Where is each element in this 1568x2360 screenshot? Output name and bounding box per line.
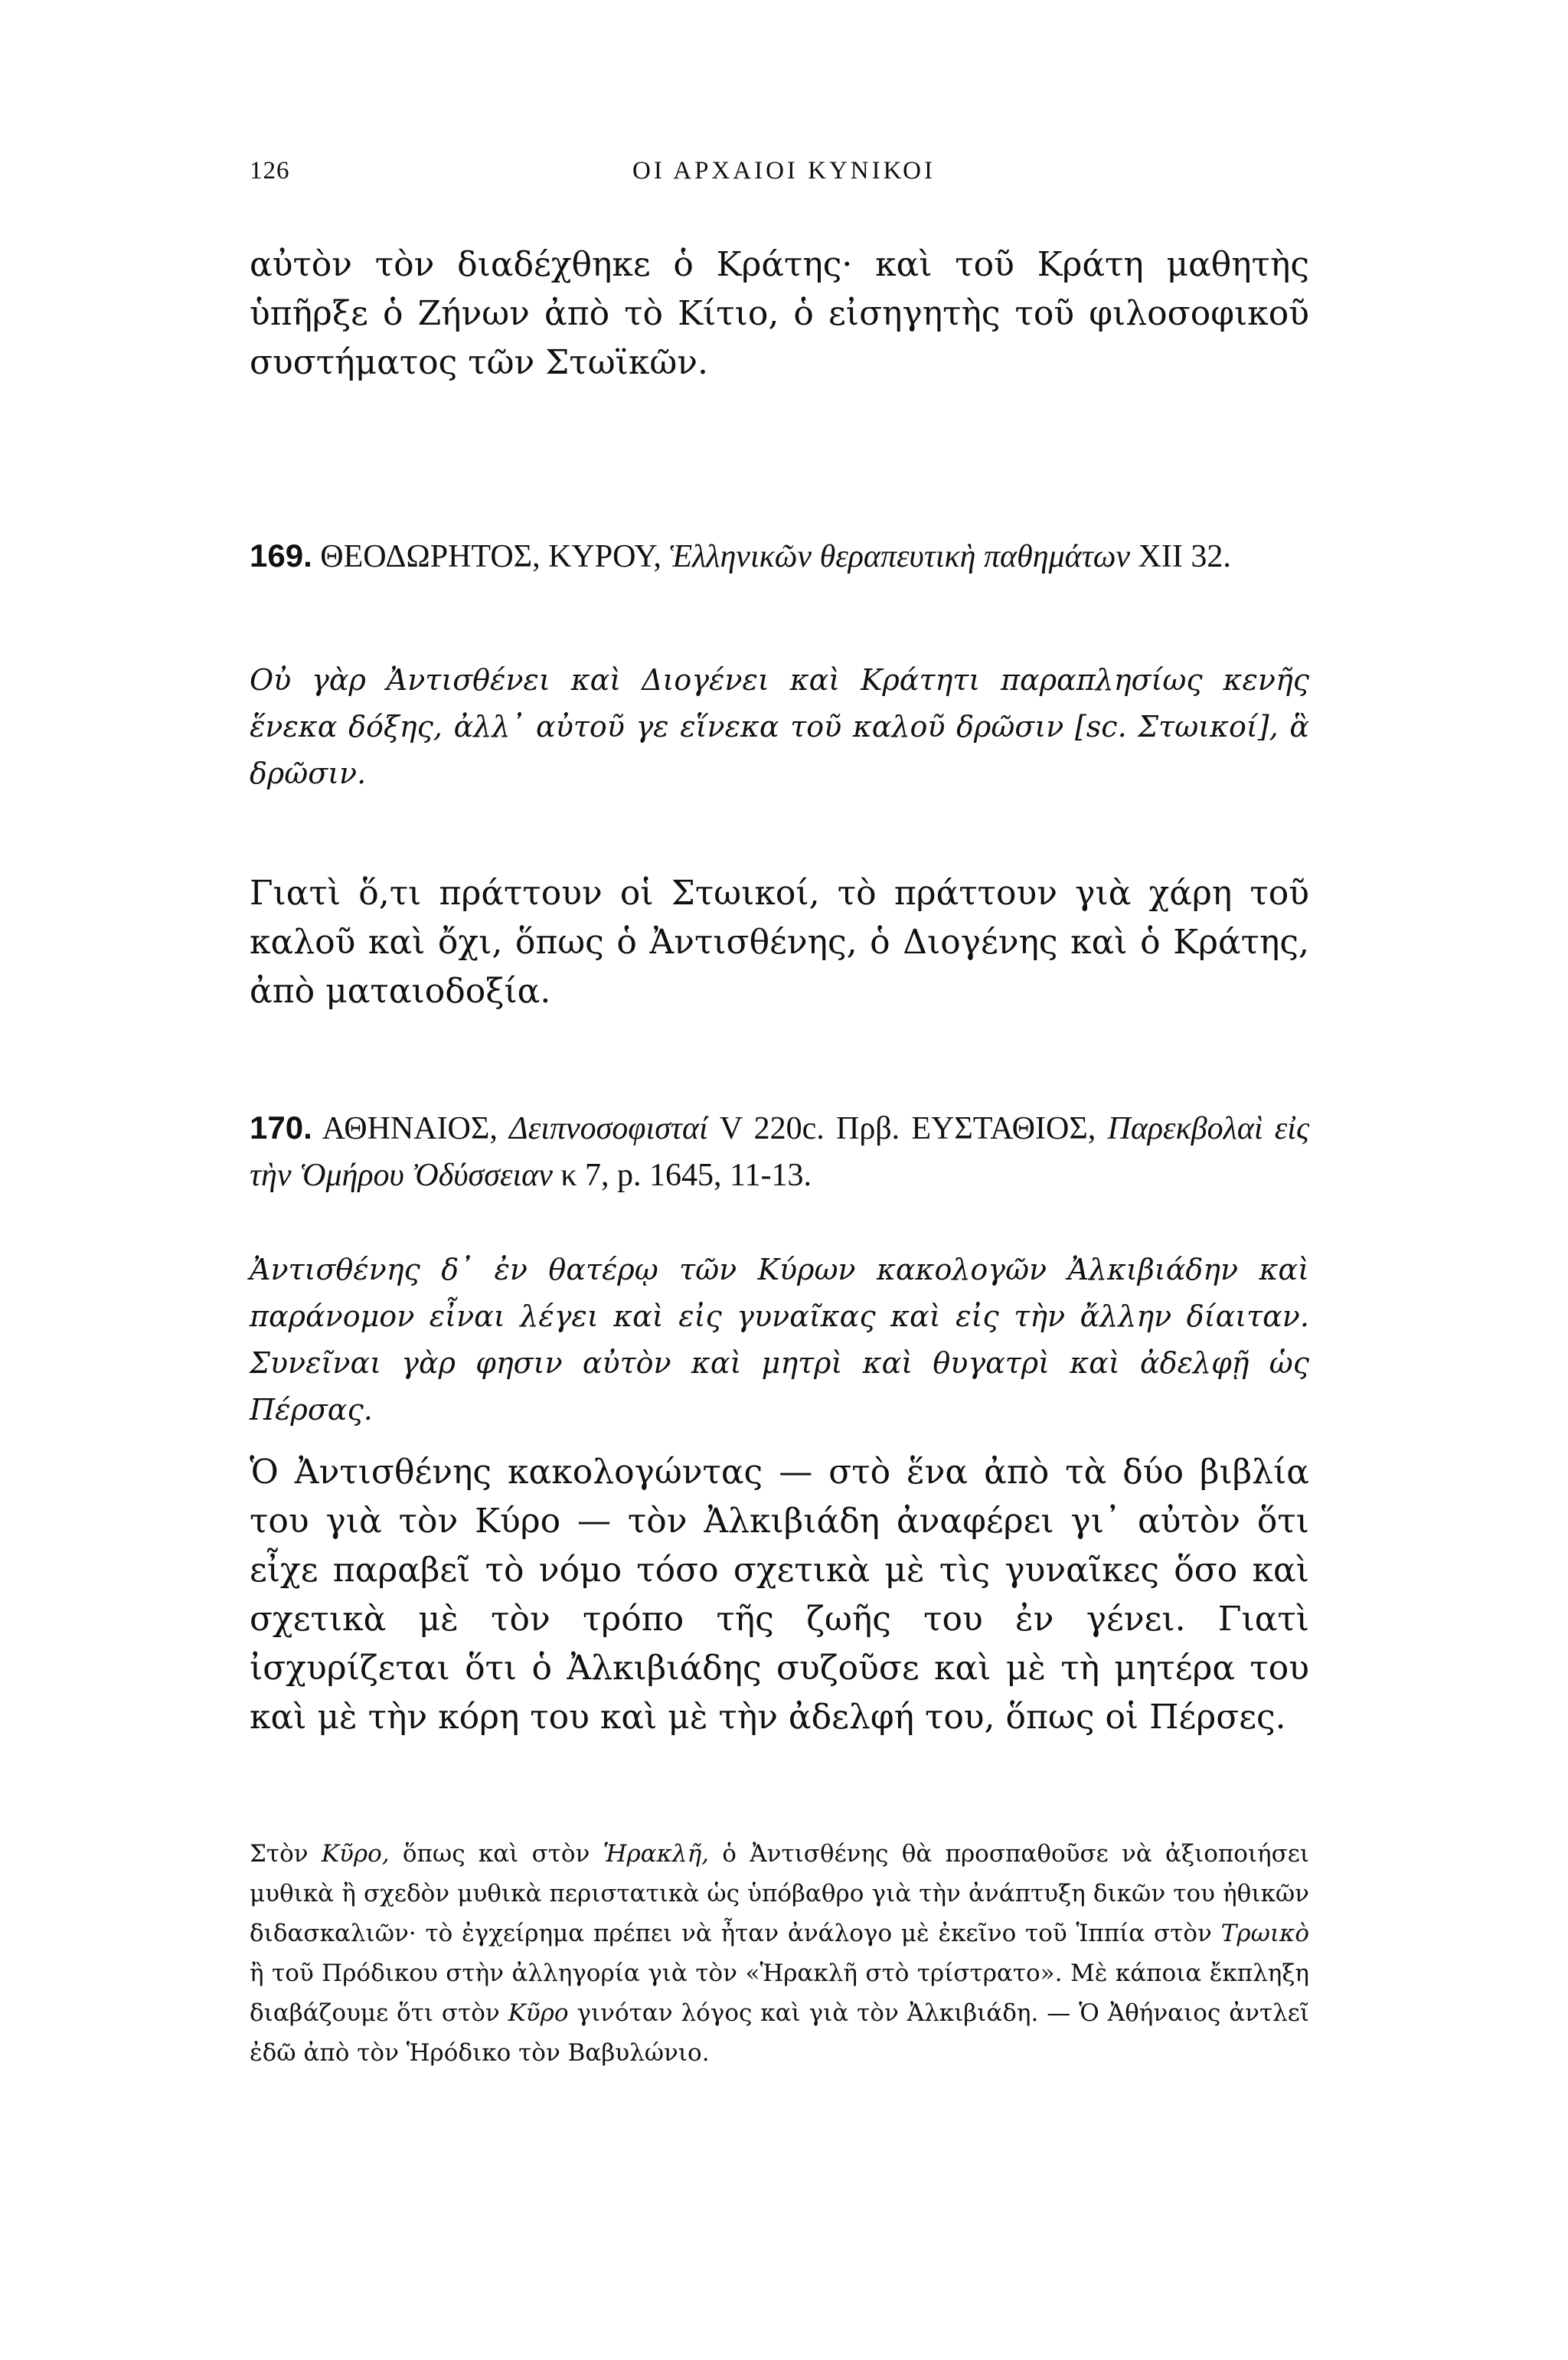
- footnote-italic: Κῦρο: [508, 1999, 569, 2027]
- entry-169-number: 169.: [250, 538, 312, 574]
- page-number: 126: [250, 157, 290, 185]
- entry-169-heading: [250, 532, 1309, 580]
- footnote-italic: Ἡρακλῆ,: [603, 1840, 710, 1868]
- footnote-italic: Τρωικὸ: [1220, 1920, 1309, 1947]
- entry-170-heading: [250, 1104, 1309, 1199]
- footnote-text: ἢ τοῦ Πρόδικου στὴν ἀλληγορία γιὰ τὸν «Ἡρακλῆ στὸ τρίστρατο». Μὲ κάποια ἔκπληξη διαβάζουμε ὅτι στὸν: [250, 1960, 1309, 2027]
- entry-170-work-title: Δειπνοσοφισταί: [509, 1111, 708, 1146]
- entry-169-reference: XII 32.: [1138, 539, 1231, 574]
- entry-170-number: 170.: [250, 1110, 312, 1146]
- entry-170-reference: V 220c. Πρβ. ΕΥΣΤΑΘΙΟΣ,: [719, 1111, 1096, 1146]
- running-title: ΟΙ ΑΡΧΑΙΟΙ ΚΥΝΙΚΟΙ: [632, 157, 936, 185]
- footnote-text: Στὸν: [250, 1840, 309, 1868]
- footnote-italic: Κῦρο,: [321, 1840, 390, 1868]
- entry-170-translation: Ὁ Ἀντισθένης κακολογώντας — στὸ ἕνα ἀπὸ τὰ δύο βιβλία του γιὰ τὸν Κύρο — τὸν Ἀλκιβιάδη ἀναφέρει γι᾽ αὐτὸν ὅτι εἶχε παραβεῖ τὸ νόμο τόσο σχετικὰ μὲ τὶς γυναῖκες ὅσο καὶ σχετικὰ μὲ τὸν τρόπο τῆς ζωῆς του ἐν γένει. Γιατὶ ἰσχυρίζεται ὅτι ὁ Ἀλκιβιάδης συζοῦσε καὶ μὲ τὴ μητέρα του καὶ μὲ τὴν κόρη του καὶ μὲ τὴν ἀδελφή του, ὅπως οἱ Πέρσες.: [250, 1453, 1309, 1737]
- entry-169-author: ΘΕΟΔΩΡΗΤΟΣ, ΚΥΡΟΥ,: [320, 539, 662, 574]
- page-header: [0, 157, 1568, 191]
- entry-169-greek-quote: Οὐ γὰρ Ἀντισθένει καὶ Διογένει καὶ Κράτητι παραπλησίως κενῆς ἕνεκα δόξης, ἀλλ᾽ αὐτοῦ γε εἵνεκα τοῦ καλοῦ δρῶσιν [sc. Στωικοί], ἃ δρῶσιν.: [250, 663, 1309, 790]
- footnote-text: ὁ Ἀντισθένης θὰ προσπαθοῦσε νὰ ἀξιοποιήσει μυθικὰ ἢ σχεδὸν μυθικὰ περιστατικὰ ὡς ὑπόβαθρο γιὰ τὴν ἀνάπτυξη δικῶν του ἠθικῶν διδασκαλιῶν· τὸ ἐγχείρημα πρέπει νὰ ἦταν ἀνάλογο μὲ ἐκεῖνο τοῦ Ἱππία στὸν: [250, 1840, 1310, 1947]
- footnote-text: γινόταν λόγος καὶ γιὰ τὸν Ἀλκιβιάδη. — Ὁ Ἀθήναιος ἀντλεῖ ἐδῶ ἀπὸ τὸν Ἡρόδικο τὸν Βαβυλώνιο.: [250, 1999, 1309, 2067]
- footnote-text: ὅπως καὶ στὸν: [402, 1840, 590, 1868]
- entry-170-greek-quote: Ἀντισθένης δ᾽ ἐν θατέρῳ τῶν Κύρων κακολογῶν Ἀλκιβιάδην καὶ παράνομον εἶναι λέγει καὶ εἰς γυναῖκας καὶ εἰς τὴν ἄλλην δίαιταν. Συνεῖναι γὰρ φησιν αὐτὸν καὶ μητρὶ καὶ θυγατρὶ καὶ ἀδελφῇ ὡς Πέρσας.: [250, 1253, 1309, 1427]
- entry-169-work-title: Ἑλληνικῶν θεραπευτικὴ παθημάτων: [669, 539, 1131, 574]
- continuation-paragraph: αὐτὸν τὸν διαδέχθηκε ὁ Κράτης· καὶ τοῦ Κράτη μαθητὴς ὑπῆρξε ὁ Ζήνων ἀπὸ τὸ Κίτιο, ὁ εἰσηγητὴς τοῦ φιλοσοφικοῦ συστήματος τῶν Στωϊκῶν.: [250, 245, 1309, 382]
- entry-170-author: ΑΘΗΝΑΙΟΣ,: [322, 1111, 498, 1146]
- entry-169-translation: Γιατὶ ὅ,τι πράττουν οἱ Στωικοί, τὸ πράττουν γιὰ χάρη τοῦ καλοῦ καὶ ὄχι, ὅπως ὁ Ἀντισθένης, ὁ Διογένης καὶ ὁ Κράτης, ἀπὸ ματαιοδοξία.: [250, 874, 1309, 1011]
- entry-170-reference-2: κ 7, p. 1645, 11-13.: [560, 1158, 812, 1193]
- entry-170-work-title-2: Παρεκβολαὶ εἰς τὴν Ὁμήρου Ὀδύσσειαν: [250, 1111, 1310, 1193]
- footnote: [250, 1834, 1309, 2073]
